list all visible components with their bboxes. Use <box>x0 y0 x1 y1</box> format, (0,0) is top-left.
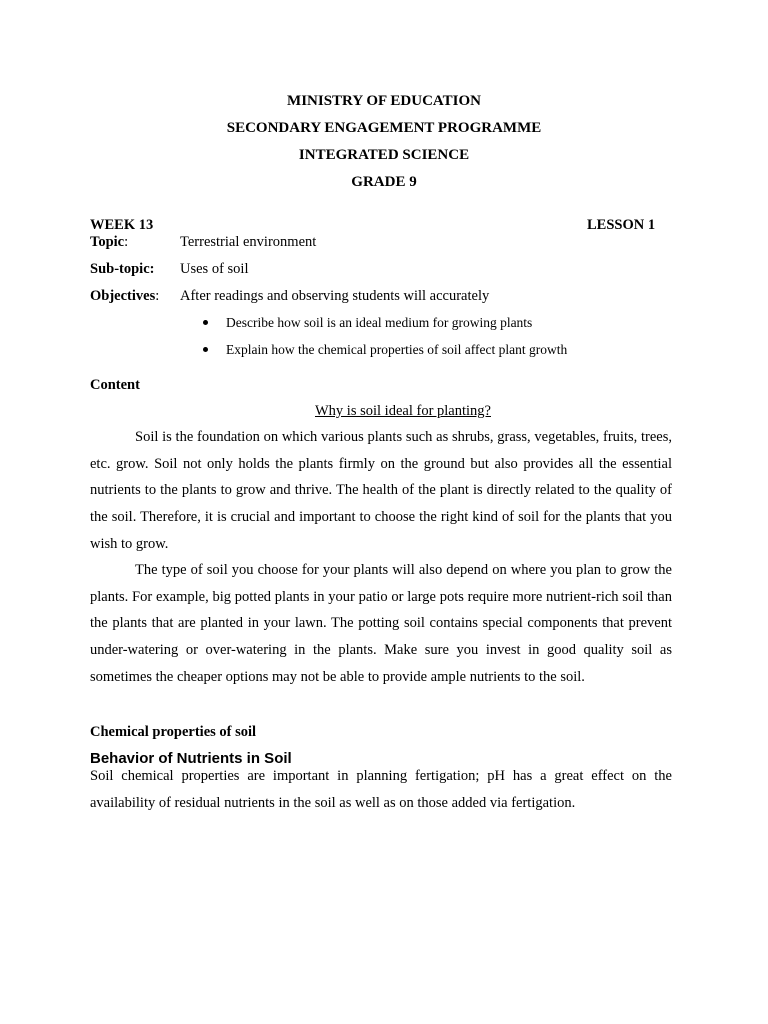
topic-label-colon: : <box>124 234 129 250</box>
ministry-title: MINISTRY OF EDUCATION <box>287 93 481 109</box>
objective-item: Describe how soil is an ideal medium for growing plants <box>226 315 533 330</box>
nutrients-heading: Behavior of Nutrients in Soil <box>90 750 292 767</box>
grade-title: GRADE 9 <box>351 174 417 190</box>
subtopic-label: Sub-topic: <box>90 261 155 277</box>
content-paragraph-2 <box>90 557 672 691</box>
chemical-heading: Chemical properties of soil <box>90 724 257 740</box>
content-subheading: Why is soil ideal for planting? <box>315 403 491 419</box>
topic-label-text: Topic <box>90 234 125 250</box>
topic-label <box>90 233 128 251</box>
bullet-icon <box>203 320 208 325</box>
subtopic-value: Uses of soil <box>180 261 249 277</box>
objectives-label-colon: : <box>155 288 160 304</box>
topic-value: Terrestrial environment <box>180 234 317 250</box>
content-paragraph-1 <box>90 424 672 558</box>
bullet-icon <box>203 347 208 352</box>
content-paragraph-1-text: Soil is the foundation on which various plants such as shrubs, grass, vegetables, fruits, trees, etc. grow. Soil not only holds the plants firmly on the ground but also provides all the essential nutrients to the plants to grow and thrive. The health of the plant is directly related to the quality of the soil. Therefore, it is crucial and important to choose the right kind of soil for the plants that you wish to grow. <box>90 429 672 552</box>
subject-title: INTEGRATED SCIENCE <box>298 147 470 163</box>
programme-title: SECONDARY ENGAGEMENT PROGRAMME <box>226 120 542 136</box>
lesson-label: LESSON 1 <box>587 217 656 233</box>
content-heading: Content <box>90 377 140 393</box>
objectives-label <box>90 287 159 305</box>
objectives-label-text: Objectives <box>90 288 156 304</box>
chemical-paragraph: Soil chemical properties are important in planning fertigation; pH has a great effect on the availability of residual nutrients in the soil as well as on those added via fertigation. <box>90 768 672 811</box>
objectives-value: After readings and observing students will accurately <box>180 288 490 304</box>
objective-item: Explain how the chemical properties of soil affect plant growth <box>226 342 568 357</box>
content-paragraph-2-text: The type of soil you choose for your plants will also depend on where you plan to grow the plants. For example, big potted plants in your patio or large pots require more nutrient-rich soil than the plants that are planted in your lawn. The potting soil contains special components that prevent under-watering or over-watering in the plants. Make sure you invest in good quality soil as sometimes the cheaper options may not be able to provide ample nutrients to the soil. <box>90 562 672 685</box>
week-label: WEEK 13 <box>90 217 154 233</box>
